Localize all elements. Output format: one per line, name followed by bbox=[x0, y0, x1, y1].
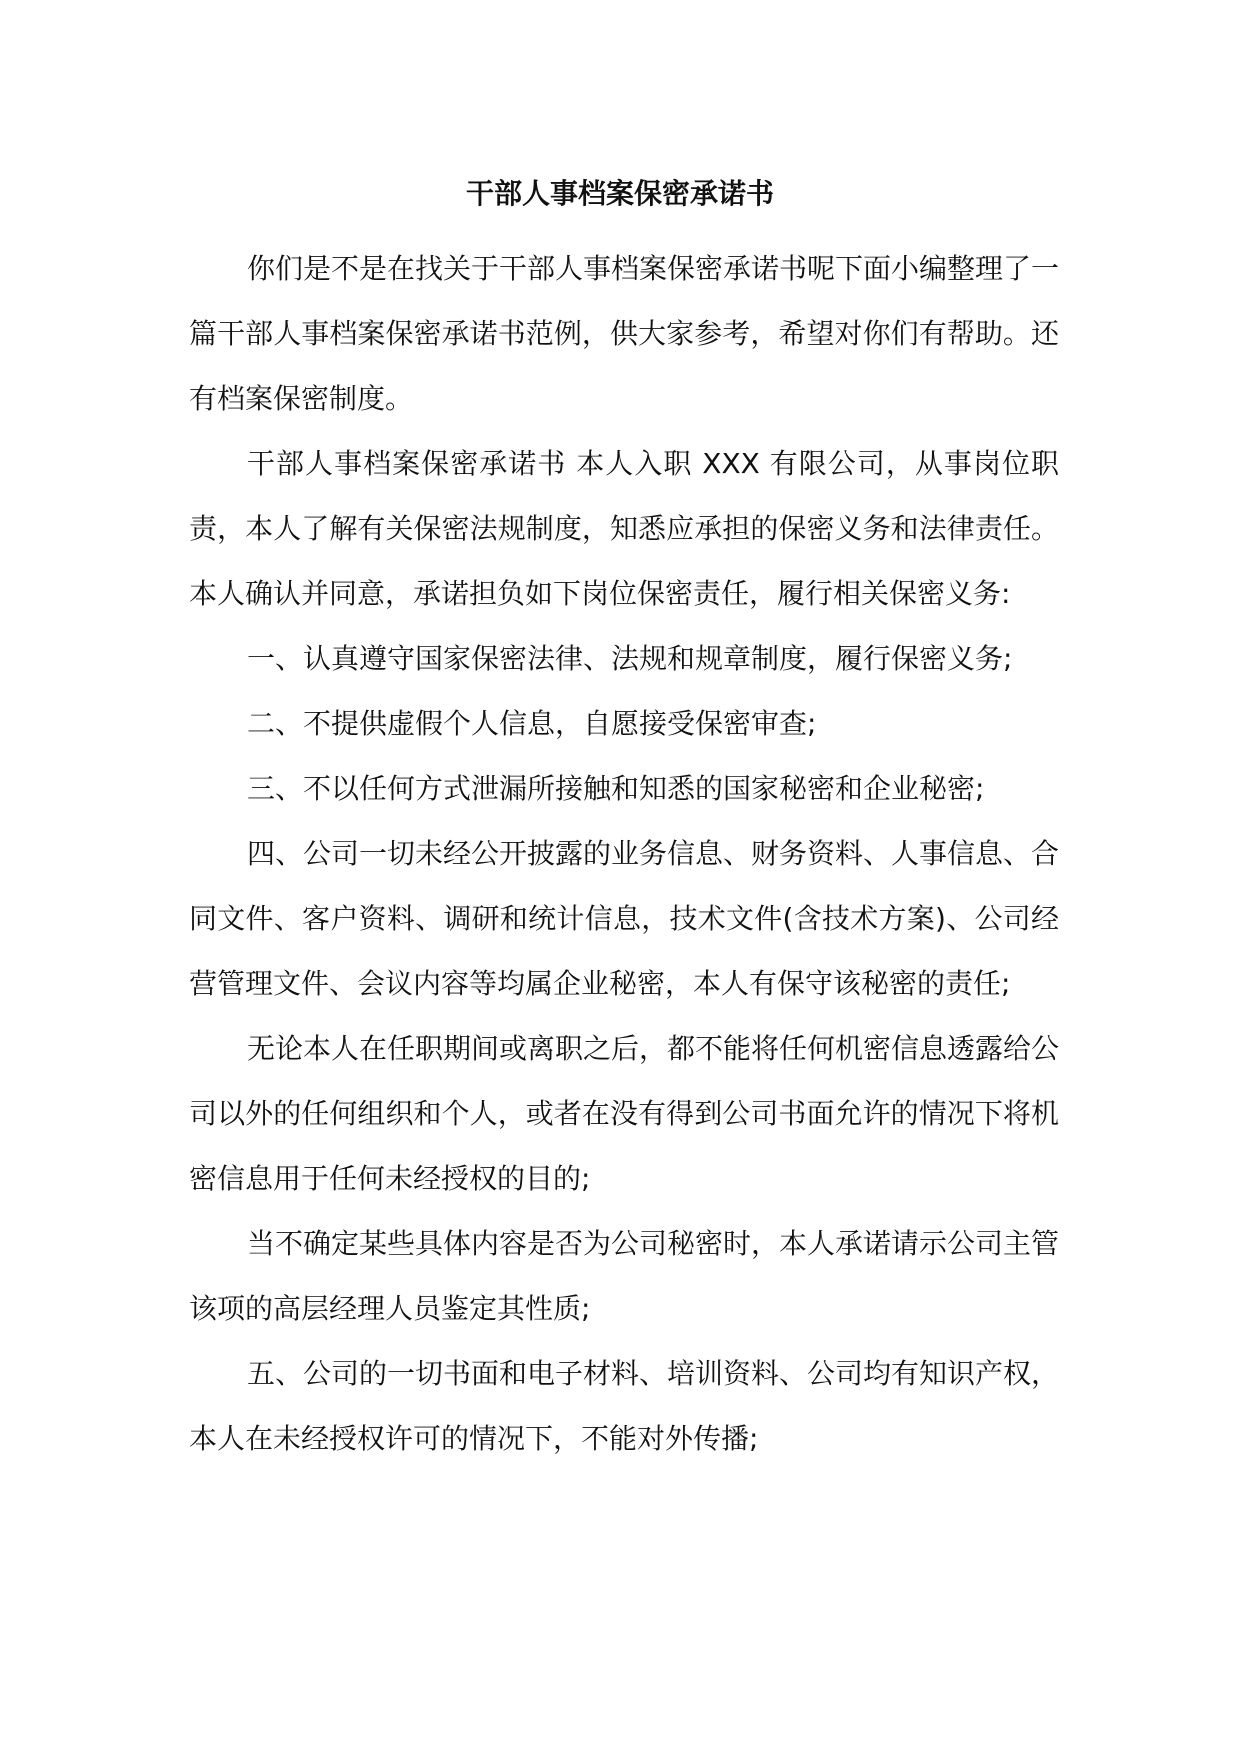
paragraph-clause-5: 五、公司的一切书面和电子材料、培训资料、公司均有知识产权，本人在未经授权许可的情况下，不能对外传播; bbox=[189, 1357, 1060, 1455]
document-body bbox=[189, 236, 1059, 1471]
paragraph-clause-4: 四、公司一切未经公开披露的业务信息、财务资料、人事信息、合同文件、客户资料、调研和统计信息，技术文件(含技术方案)、公司经营管理文件、会议内容等均属企业秘密，本人有保守该秘密的责任; bbox=[189, 837, 1060, 1000]
paragraph-commitment-statement: 干部人事档案保密承诺书 本人入职 XXX 有限公司，从事岗位职责，本人了解有关保密法规制度，知悉应承担的保密义务和法律责任。本人确认并同意，承诺担负如下岗位保密责任，履行相关保密义务: bbox=[189, 447, 1059, 610]
paragraph-uncertain-content: 当不确定某些具体内容是否为公司秘密时，本人承诺请示公司主管该项的高层经理人员鉴定其性质; bbox=[189, 1227, 1060, 1325]
paragraph-clause-3: 三、不以任何方式泄漏所接触和知悉的国家秘密和企业秘密; bbox=[247, 772, 985, 805]
document-title: 干部人事档案保密承诺书 bbox=[465, 177, 774, 210]
paragraph-clause-2: 二、不提供虚假个人信息，自愿接受保密审查; bbox=[247, 707, 817, 740]
paragraph-confidentiality-duration: 无论本人在任职期间或离职之后，都不能将任何机密信息透露给公司以外的任何组织和个人，或者在没有得到公司书面允许的情况下将机密信息用于任何未经授权的目的; bbox=[189, 1032, 1060, 1195]
paragraph-intro: 你们是不是在找关于干部人事档案保密承诺书呢下面小编整理了一篇干部人事档案保密承诺书范例，供大家参考，希望对你们有帮助。还有档案保密制度。 bbox=[189, 252, 1060, 415]
paragraph-clause-1: 一、认真遵守国家保密法律、法规和规章制度，履行保密义务; bbox=[247, 642, 1013, 675]
